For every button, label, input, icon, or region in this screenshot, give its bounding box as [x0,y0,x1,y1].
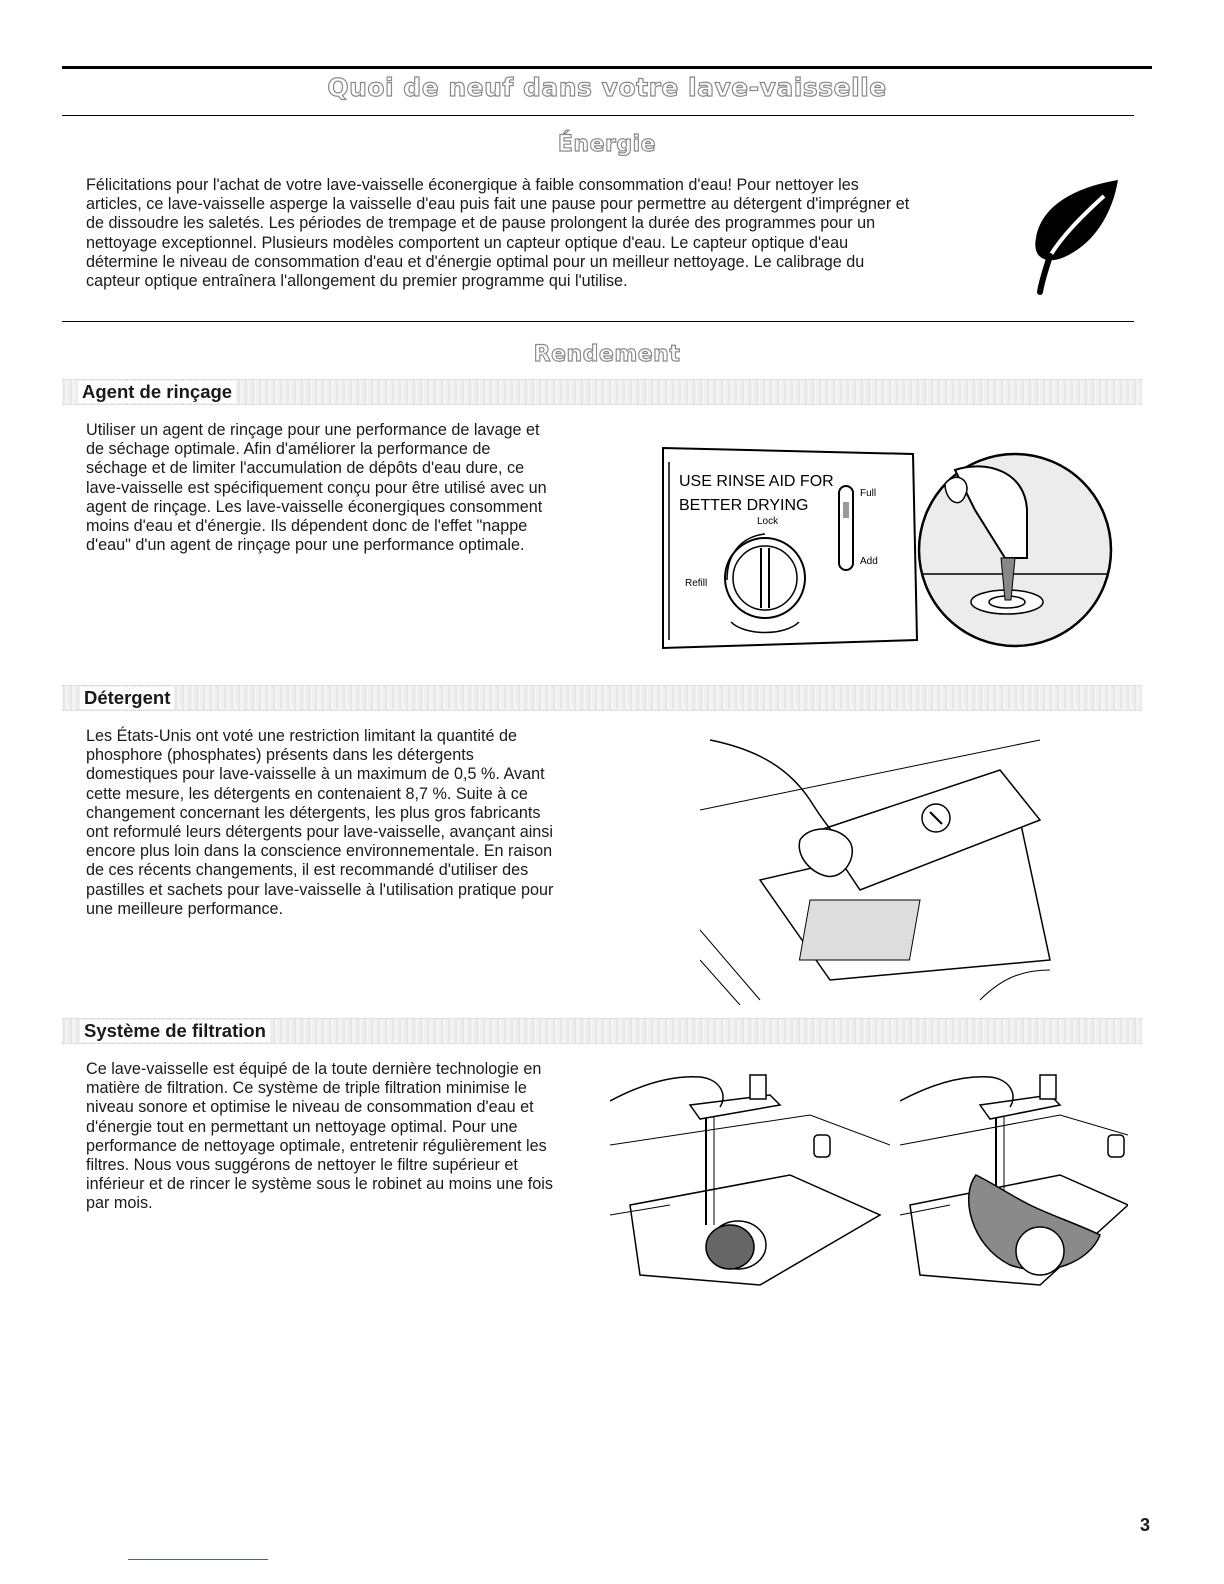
filtration-line: par mois. [86,1194,153,1213]
energy-line: nettoyage exceptionnel. Plusieurs modèles comportent un capteur optique d'eau. Le capteur optique d'eau [86,233,849,252]
detergent-subhead-bar [62,685,1142,711]
detergent-line: Les États-Unis ont voté une restriction limitant la quantité de [86,727,517,745]
rinse-line: lave-vaisselle est spécifiquement conçu pour être utilisé avec un [86,478,547,497]
energy-line: articles, ce lave-vaisselle asperge la vaisselle d'eau puis fait une pause pour permettre au détergent d'imprégner et [86,195,910,214]
filtration-line: matière de filtration. Ce système de triple filtration minimise le [86,1079,527,1098]
detergent-line: domestiques pour lave-vaisselle à un maximum de 0,5 %. Avant [86,765,545,784]
title-underline [62,115,1134,116]
top-rule [62,66,1152,69]
energy-line: de dissoudre les saletés. Les périodes de trempage et de pause prolongent la durée des programmes pour un [86,214,876,233]
detergent-line: encore plus loin dans la conscience environnementale. En raison [86,842,553,861]
detergent-title: Détergent [80,687,174,709]
filtration-line: performance de nettoyage optimale, entretenir régulièrement les [86,1136,547,1155]
detergent-line: une meilleure performance. [86,899,284,918]
detergent-paragraph [86,727,606,919]
filter-rinse-illustration-right [900,1065,1128,1290]
energy-line: capteur optique entraînera l'allongement du premier programme qui l'utilise. [86,272,628,291]
detergent-line: ont reformulé leurs détergents pour lave-vaisselle, avançant ainsi [86,823,553,842]
detergent-line: cette mesure, les détergents en contenaient 8,7 %. Suite à ce [86,784,528,803]
rinse-line: de séchage optimale. Afin d'améliorer la performance de [86,440,491,459]
filtration-line: Ce lave-vaisselle est équipé de la toute dernière technologie en [86,1060,542,1078]
rinse-label-line1: USE RINSE AID FOR [679,473,834,490]
detergent-line: pastilles et sachets pour lave-vaisselle à l'utilisation pratique pour [86,880,554,899]
detergent-line: changement concernant les détergents, les plus gros fabricants [86,803,541,822]
energy-heading: Énergie [557,132,657,157]
rinse-line: moins d'eau et d'énergie. Ils dépendent donc de l'effet "nappe [86,517,528,536]
page-title: Quoi de neuf dans votre lave-vaisselle [327,73,887,102]
rinse-full-label: Full [860,488,877,499]
energy-line: Félicitations pour l'achat de votre lave-vaisselle éconergique à faible consommation d'eau! Pour nettoyer les [86,176,859,194]
filtration-line: niveau sonore et optimise le niveau de consommation d'eau et [86,1098,534,1117]
energy-paragraph [86,176,1006,291]
leaf-icon [1022,176,1132,296]
footer-rule [128,1559,268,1560]
rinse-lock-label: Lock [757,516,779,527]
filter-rinse-illustration-left [610,1065,890,1290]
rinse-line: séchage et de limiter l'accumulation de dépôts d'eau dure, ce [86,459,525,478]
rinse-paragraph [86,421,606,555]
energy-line: détermine le niveau de consommation d'eau et d'énergie optimal pour un meilleur nettoyage. Le calibrage du [86,252,865,271]
rinse-label-line2: BETTER DRYING [679,497,809,514]
performance-heading: Rendement [533,342,681,367]
filtration-title: Système de filtration [80,1020,270,1042]
rinse-line: Utiliser un agent de rinçage pour une performance de lavage et [86,421,540,439]
detergent-illustration [700,730,1060,1005]
filtration-line: d'énergie tout en permettant un nettoyage optimal. Pour une [86,1117,518,1136]
rinse-line: d'eau" d'un agent de rinçage pour une performance optimale. [86,536,525,555]
filtration-paragraph [86,1060,606,1214]
page-number: 3 [1140,1515,1151,1535]
rinse-aid-illustration [655,440,1135,655]
rinse-title: Agent de rinçage [78,381,236,403]
rinse-add-label: Add [860,556,878,567]
rinse-line: agent de rinçage. Les lave-vaisselle éconergiques consomment [86,497,543,516]
rinse-refill-label: Refill [685,578,708,589]
detergent-line: phosphore (phosphates) présents dans les détergents [86,746,474,765]
section-divider [62,321,1134,322]
filtration-line: inférieur et de rincer le système sous le robinet au moins une fois [86,1175,553,1194]
detergent-line: de ces récents changements, il est recommandé d'utiliser des [86,861,529,880]
filtration-line: filtres. Nous vous suggérons de nettoyer le filtre supérieur et [86,1156,518,1175]
